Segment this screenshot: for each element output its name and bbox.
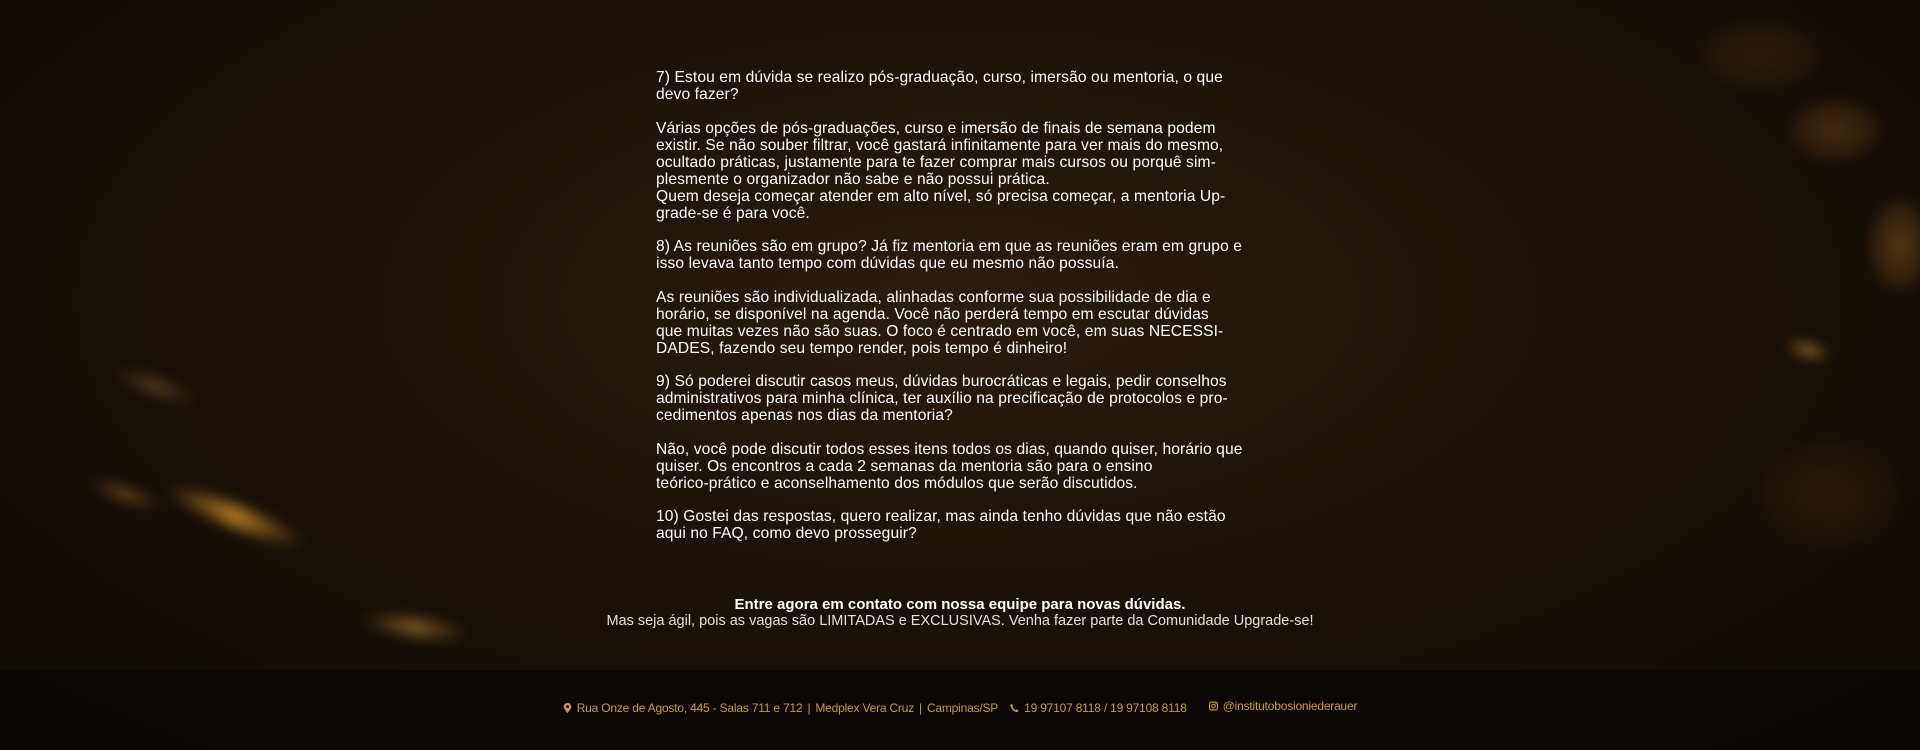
bokeh-streak [110,363,200,409]
footer-contact-row [0,698,1920,715]
map-pin-icon [563,703,572,713]
bokeh-streak [85,476,165,512]
bokeh-glow [1760,440,1900,550]
faq-answer-9: Não, você pode discutir todos esses itens todos os dias, quando quiser, horário que quiser. Os encontros a cada 2 semanas da mentoria são para o ensino teórico-prático e aconselhamento dos módulos que serão discutidos. [656,440,1243,492]
footer-address-text: Rua Onze de Agosto, 445 - Salas 711 e 712 [576,701,803,715]
faq-question-9: 9) Só poderei discutir casos meus, dúvidas burocráticas e legais, pedir conselhos administrativos para minha clínica, ter auxílio na precificação de protocolos e pro- cedimentos apenas nos dias da mentoria? [656,373,1228,424]
footer-phone-text: 19 97107 8118 / 19 97108 8118 [1024,701,1187,715]
footer [0,670,1920,750]
faq-section [656,69,1268,559]
faq-answer-7: Várias opções de pós-graduações, curso e imersão de finais de semana podem existir. Se não souber filtrar, você gastará infinitamente para ver mais do mesmo, ocultado práticas, justamente para te fazer comprar mais cursos ou porquê sim- plesmente o organizador não sabe e não possui prática. Quem deseja começar atender em alto nível, só precisa começar, a mentoria Up- grade-se é para você. [656,119,1226,222]
cta-title: Entre agora em contato com nossa equipe para novas dúvidas. [734,596,1186,613]
cta-subtitle: Mas seja ágil, pois as vagas são LIMITADAS e EXCLUSIVAS. Venha fazer parte da Comunidade Upgrade-se! [606,613,1314,629]
faq-answer-8: As reuniões são individualizada, alinhadas conforme sua possibilidade de dia e horário, se disponível na agenda. Você não perderá tempo em escutar dúvidas que muitas vezes não são suas. O foco é centrado em você, em suas NECESSI- DADES, fazendo seu tempo render, pois tempo é dinheiro! [656,288,1224,357]
phone-icon [1010,703,1019,713]
footer-separator: | [919,701,922,715]
bokeh-glow [1787,338,1829,362]
footer-separator: | [807,701,811,715]
bokeh-glow [1700,20,1820,90]
footer-phone[interactable] [1010,701,1187,715]
bokeh-glow [1870,200,1920,290]
instagram-icon [1209,701,1218,711]
footer-instagram[interactable] [1209,699,1358,713]
bokeh-glow [1790,100,1880,160]
footer-city-text: Campinas/SP [926,701,999,715]
footer-instagram-text: @institutobosioniederauer [1222,698,1358,713]
bokeh-streak [161,478,308,555]
footer-address[interactable] [563,701,998,715]
footer-building-text: Medplex Vera Cruz [815,701,915,715]
faq-question-10: 10) Gostei das respostas, quero realizar, mas ainda tenho dúvidas que não estão aqui no FAQ, como devo prosseguir? [656,508,1226,542]
faq-question-8: 8) As reuniões são em grupo? Já fiz mentoria em que as reuniões eram em grupo e isso levava tanto tempo com dúvidas que eu mesmo não possuía. [656,238,1243,272]
faq-question-7: 7) Estou em dúvida se realizo pós-graduação, curso, imersão ou mentoria, o que devo fazer? [656,69,1223,103]
